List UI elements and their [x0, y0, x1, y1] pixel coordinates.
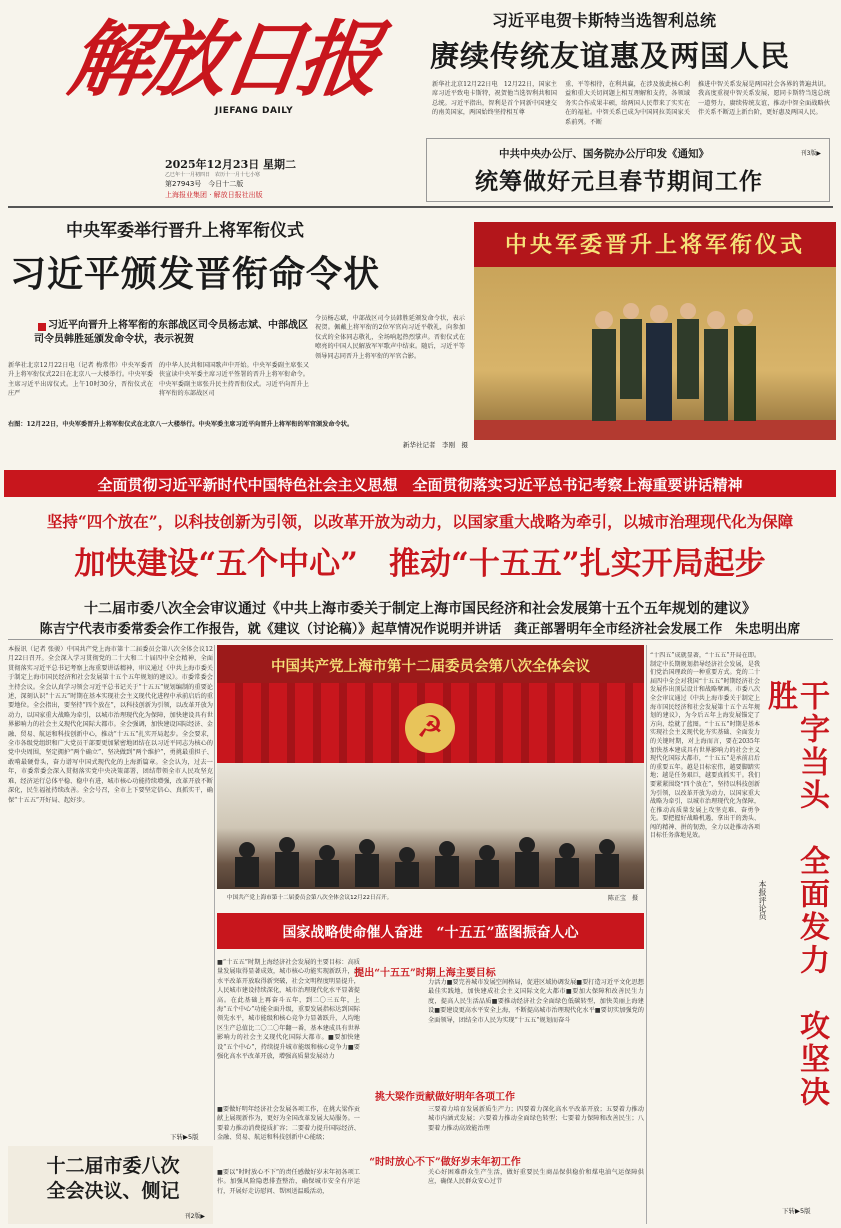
- divider: [646, 645, 647, 1224]
- masthead-date: 2025年12月23日 星期二: [165, 158, 297, 171]
- lead-sub: 习近平向晋升上将军衔的东部战区司令员杨志斌、中部战区司令员韩胜延颁发命令状，表示祝贺: [34, 320, 308, 345]
- lead-photo-banner: 中央军委晋升上将军衔仪式: [504, 232, 805, 258]
- top-story-headline: 赓续传统友谊惠及两国人民: [430, 39, 791, 73]
- main-story-sub2: 陈吉宁代表市委常委会作工作报告，就《建议（讨论稿）》起草情况作说明并讲话 龚正部署明年全市经济社会发展工作 朱忠明出席: [39, 622, 801, 637]
- masthead-lunar: 乙巳年十一月初四日 农历十一月十七小寒: [165, 172, 261, 178]
- party-emblem-icon: ☭: [405, 703, 455, 753]
- plenary-photo-banner: 中国共产党上海市第十二届委员会第八次全体会议: [271, 658, 590, 675]
- mission-col2b: 三要着力培育发展新质生产力；四要着力深化高水平改革开放；五要着力推动城市内涵式发展；六要着力推动全面绿色转型；七要着力保障和改善民生；八要着力推动高效能治理: [428, 1106, 644, 1132]
- main-story-body: 本报讯（记者 张骏）中国共产党上海市第十二届委员会第八次全体会议12月22日召开。全会深入学习贯彻党的二十大和二十届四中全会精神，全面贯彻落实习近平总书记考察上海重要讲话精神，审议通过《中共上海市委关于制定上海市国民经济和社会发展第十五个五年规划的建议》。市委常委会主持会议。全会认真学习领会习近平总书记关于“十五五”规划编制的重要论述，深刻认识“十五五”时期在基本实现社会主义现代化进程中承前启后的重要地位。全会指出，要坚持“四个放在”，以科技创新为引领，以改革开放为动力，以国家重大战略为牵引，以城市治理现代化为保障，加快建设具有世界影响力的社会主义现代化国际大都市。全会强调，加快建设国际经济、金融、贸易、航运和科技创新中心，推动“十五五”扎实开局起步。全会要求，全市各级党组织和广大党员干部要更加紧密地团结在以习近平同志为核心的党中央周围，坚定拥护“两个确立”、坚决做到“两个维护”，勇挑最重担子、敢啃最硬骨头，奋力谱写中国式现代化的上海新篇章。全会认为，过去一年，市委常委会深入贯彻落实党中央决策部署，团结带领全市人民攻坚克难，经济运行总体平稳、稳中有进，城市核心功能持续增强，改革开放不断深化，民生福祉持续改善。全会号召，全市上下要坚定信心、真抓实干，确保“十五五”开好局、起好步。: [8, 646, 213, 804]
- top-story-col1: 新华社北京12月22日电 12月22日，国家主席习近平致电卡斯特，祝贺他当选智利共和国总统。习近平指出，智利是首个同新中国建交的南美国家，两国始终坚持相互尊: [432, 81, 557, 117]
- slogan-text: 全面贯彻习近平新时代中国特色社会主义思想 全面贯彻落实习近平总书记考察上海重要讲话精神: [97, 476, 743, 494]
- main-story-headline: 加快建设“五个中心” 推动“十五五”扎实开局起步: [74, 546, 766, 582]
- divider: [8, 639, 833, 640]
- photo-figures: [474, 222, 836, 440]
- masthead-publisher: 上海报业集团 · 解放日报社出版: [165, 191, 263, 199]
- top-story-col2: 重、平等相待，在利共赢，在涉及彼此核心利益和重大关切问题上相互理解和支持，各领域务实合作成果丰硕，给两国人民带来了实实在在的福祉。中智关系已成为中国同拉美国家关系前列。不断: [565, 81, 690, 126]
- lead-story: [8, 212, 468, 462]
- top-story: [422, 4, 834, 134]
- editorial-byline: 本报评论员: [758, 880, 767, 920]
- notice-page-ref[interactable]: 刊3版▶: [800, 150, 821, 157]
- mission-body-mid-left: ■要做好明年经济社会发展各项工作，在挑大梁作贡献上展现新作为，更好为全国改革发展大局服务。一要着力推动消费提质扩容；二要着力提升国际经济、金融、贸易、航运和科技创新中心能级；: [217, 1106, 360, 1142]
- notice-headline: 统筹做好元旦春节期间工作: [475, 168, 763, 195]
- plenary-audience: [217, 645, 644, 907]
- lead-caption: 右图：12月22日，中央军委晋升上将军衔仪式在北京八一大楼举行。中央军委主席习近平向晋升上将军衔的军官颁发命令状。: [8, 421, 354, 428]
- lead-kicker: 中央军委举行晋升上将军衔仪式: [66, 221, 304, 241]
- divider: [8, 206, 833, 208]
- masthead: [10, 8, 415, 198]
- masthead-title: 解放日报: [63, 12, 381, 108]
- notice-box[interactable]: [426, 138, 830, 202]
- slogan-bar: [4, 470, 836, 497]
- plenary-box[interactable]: [8, 1146, 213, 1224]
- editorial-continued[interactable]: 下转▶5版: [782, 1207, 811, 1215]
- top-story-kicker: 习近平电贺卡斯特当选智利总统: [492, 11, 717, 30]
- plenary-photo-caption: 中国共产党上海市第十二届委员会第八次全体会议12月22日召开。: [227, 895, 393, 901]
- masthead-issue: 第27943号 今日十二版: [165, 180, 244, 188]
- mission-body-left: ■“十五五”时期上海经济社会发展的主要目标：高质量发展取得显著成效，城市核心功能实现新跃升，高水平改革开放取得新突破，社会文明程度明显提升，人民城市建设持续深化，城市治理现代化水平显著提高。在此基础上再奋斗五年，到二〇三五年，上海“五个中心”功能全面升级，重要发展指标达到国际领先水平，城市能级和核心竞争力显著跃升，人均地区生产总值比二〇二〇年翻一番，基本建成具有世界影响力的社会主义现代化国际大都市。■要加快建设“五个中心”，持续提升城市能级和核心竞争力■要强化高水平改革开放，增强高质量发展动力: [217, 959, 360, 1061]
- notice-kicker: 中共中央办公厅、国务院办公厅印发《通知》: [499, 148, 709, 160]
- editorial-body: “十四五”成就显著，“十五五”开局在即。制定中长期规划指导经济社会发展，是我们党治国理政的一种重要方式。党的二十届四中全会对我国“十五五”时期经济社会发展作出顶层设计和战略擘画。市委八次全会审议通过《中共上海市委关于制定上海市国民经济和社会发展第十五个五年规划的建议》，为今后五年上海发展锚定了方向、绘就了蓝图。“十五五”时期是基本实现社会主义现代化夯实基础、全面发力的关键时期，对上海而言，要在2035年加快基本建成具有世界影响力的社会主义现代化国际大都市，“十五五”是承前启后的重要五年。越是目标宏伟，越要脚踏实地；越是任务艰巨，越要真抓实干。我们要紧紧围绕“四个放在”，坚持以科技创新为引领，以改革开放为动力，以国家重大战略为牵引，以城市治理现代化为保障，在推动高质量发展上攻坚克难、奋勇争先。要把握好战略机遇，拿出干的劲头、闯的精神、拼的韧劲，全力以赴推动各项目标任务落地见效。: [650, 652, 760, 840]
- lead-photo: [474, 222, 836, 440]
- main-story-kicker: 坚持“四个放在”，以科技创新为引领，以改革开放为动力，以国家重大战略为牵引，以城市治理现代化为保障: [46, 512, 794, 531]
- main-story-continued[interactable]: 下转▶5版: [170, 1133, 199, 1141]
- mission-banner: 国家战略使命催人奋进 “十五五”蓝图振奋人心: [282, 925, 579, 941]
- top-story-col3: 推进中智关系发展是两国社会各界的普遍共识。我高度重视中智关系发展，愿同卡斯特当选总统一道努力，赓续传统友谊，推动中智全面战略伙伴关系不断迈上新台阶，更好惠及两国人民。: [698, 81, 830, 117]
- divider: [214, 645, 215, 1140]
- mission-h3: “时时放心不下”做好岁末年初工作: [369, 1157, 521, 1168]
- lead-photo-credit: 新华社记者 李刚 摄: [403, 441, 468, 449]
- main-story-sub1: 十二届市委八次全会审议通过《中共上海市委关于制定上海市国民经济和社会发展第十五个五年规划的建议》: [84, 601, 756, 617]
- plenary-photo: [217, 645, 644, 907]
- mission-h1: 提出“十五五”时期上海主要目标: [354, 968, 496, 979]
- mission-col2c: 关心好困难群众生产生活，做好重要民生商品保供稳价和煤电油气运保障供应，确保人民群众安心过节: [428, 1169, 644, 1186]
- mission-banner-box: [217, 913, 644, 949]
- plenary-box-page-ref[interactable]: 刊2版▶: [184, 1213, 205, 1220]
- plenary-box-title: 十二届市委八次全会决议、侧记: [46, 1155, 180, 1202]
- mission-body-bot-left: ■要以“时时放心不下”的责任感做好岁末年初各项工作。加强风险隐患排查整治，确保城市安全有序运行，开展好走访慰问、帮困送温暖活动，: [217, 1169, 360, 1195]
- lead-body-1: 新华社北京12月22日电（记者 梅常伟）中央军委晋升上将军衔仪式22日在北京八一大楼举行。中央军委主席习近平出席仪式。上午10时30分，晋衔仪式在庄严: [8, 362, 153, 398]
- plenary-photo-credit: 陈正宝 摄: [607, 895, 638, 902]
- lead-body-3: 令员杨志斌，中部战区司令员韩胜延颁发命令状，表示祝贺。佩戴上将军衔的2位军官向习近平敬礼，向参加仪式的全体同志敬礼，全场响起热烈掌声。晋衔仪式在嘹亮的中国人民解放军军歌声中结束。随后，习近平等领导同志同晋升上将军衔的军官合影。: [315, 315, 465, 360]
- masthead-subtitle: JIEFANG DAILY: [215, 106, 294, 116]
- editorial-title: 干字当头 全面发力 攻坚决胜: [762, 680, 829, 1109]
- mission-col2: 力活力■要完善城市发展空间格局，促进区域协调发展■要打造习近平文化思想最佳实践地，加快建成社会主义国际文化大都市■要加大保障和改善民生力度，提高人民生活品质■要推动经济社会全面绿色低碳转型，加快美丽上海建设■要建设更高水平安全上海，不断提高城市治理现代化水平■要切实加强党的全面领导，团结全市人民为实现“十五五”规划而奋斗: [428, 979, 644, 1024]
- mission-h2: 挑大梁作贡献做好明年各项工作: [375, 1092, 515, 1103]
- lead-headline: 习近平颁发晋衔命令状: [10, 253, 381, 295]
- lead-body-2: 的中华人民共和国国歌声中开始。中央军委副主席张又侠宣读中央军委主席习近平签署的晋升上将军衔命令。中央军委副主席张升民主持晋衔仪式。习近平向晋升上将军衔的东部战区司: [159, 362, 309, 398]
